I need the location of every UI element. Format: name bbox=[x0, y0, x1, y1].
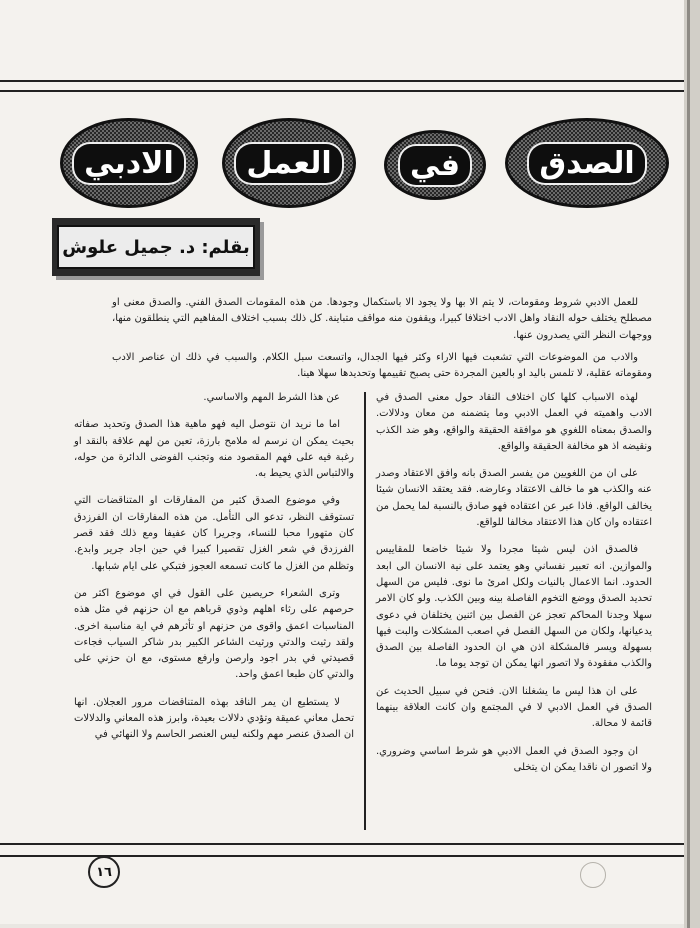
paragraph: عن هذا الشرط المهم والاساسي. bbox=[203, 392, 340, 403]
column-divider bbox=[364, 392, 366, 830]
paragraph: وفي موضوع الصدق كثير من المفارقات او المتناقضات التي تستوقف النظر، تدعو الى التأمل. من هذه المفارقات ان الفرزدق كان متهورا محبا للنساء، وجريرا كان عفيفا ومع ذلك فقد قصر الفرزدق في شعر الغزل تقصيرا كبيرا في حين اجاد جرير وابدع. وتظلم من الغزل ما كانت تسمعه العجوز فتبكي على ايام شبابها. bbox=[74, 495, 354, 572]
paragraph: ان وجود الصدق في العمل الادبي هو شرط اساسي وضروري. ولا اتصور ان ناقدا يمكن ان يتخلى bbox=[376, 745, 652, 773]
paragraph: لهذه الاسباب كلها كان اختلاف النقاد حول معنى الصدق في الادب واهميته في العمل الادبي وما يتضمنه من معان ودلالات. والصدق بمعناه اللغوي هو موافقة الحقيقة والواقع، وهو ضد الكذب ونقيضه اذ هو مخالفة الحقيقة والواقع. bbox=[376, 392, 652, 452]
title-word: الادبي bbox=[74, 144, 184, 183]
title-word: الصدق bbox=[529, 144, 644, 183]
author-byline-box bbox=[52, 218, 260, 276]
title-word-oval bbox=[222, 118, 356, 208]
show-through-mark-icon bbox=[580, 862, 606, 888]
top-rule bbox=[0, 80, 684, 82]
paragraph: اما ما نريد ان نتوصل اليه فهو ماهية هذا الصدق وتحديد صفاته بحيث يمكن ان نرسم له ملامح بارزة، تعين من لهم علاقة بالنقد او رغبة فيه على فهم المقصود منه وتجنب الفوضى الدائرة من حوله، والالتباس الذي يحيط به. bbox=[74, 419, 354, 480]
paragraph: على ان من اللغويين من يفسر الصدق بانه وافق الاعتقاد وصدر عنه والكذب هو ما خالف الاعتقاد وعارضه. فقد يعتقد الانسان شيئا يخالف الواقع. فاذا عبر عن اعتقاده فهو صادق بالنسبة لما يحمل من اعتقاده وان كان هذا الاعتقاد مخالفا للواقع. bbox=[376, 468, 652, 529]
left-column bbox=[74, 390, 354, 755]
paragraph: لا يستطيع ان يمر الناقد بهذه المتناقضات مرور العجلان. انها تحمل معاني عميقة وتؤدي دلالات بعيدة، وابرز هذه المعاني والدلالات ان الصدق عنصر مهم ولكنه ليس العنصر الحاسم ولا النهائي في bbox=[74, 696, 354, 741]
title-word-oval bbox=[60, 118, 198, 208]
title-word-oval bbox=[384, 130, 486, 200]
title-word: في bbox=[400, 146, 470, 185]
title-word: العمل bbox=[236, 144, 341, 183]
intro-paragraph: والادب من الموضوعات التي تشعبت فيها الاراء وكثر فيها الجدال، واتسعت سبل الكلام. والسبب في ذلك ان عناصر الادب ومقوماته عقلية، لا تلمس باليد او بالعين المجردة حتى يصبح تقييمها وتحديدها سهلا هينا. bbox=[112, 351, 652, 380]
paragraph: وترى الشعراء حريصين على القول في اي موضوع اكثر من حرصهم على رثاء اهلهم وذوي قرباهم مع ان حزنهم في مثل هذه المناسبات اعمق واقوى من حزنهم او تأثرهم في اية مناسبة اخرى. ولقد رثيت والدتي ورثيت الشاعر الكبير بدر شاكر السياب فجاءت قصيدتي في بدر اجود وارصن وارفع مستوى، مع ان حزني على والدتي كان طبعا اعمق واحد. bbox=[74, 587, 354, 681]
page-binding-edge bbox=[684, 0, 700, 928]
paragraph: على ان هذا ليس ما يشغلنا الان. فنحن في سبيل الحديث عن الصدق في العمل الادبي لا في المجتمع وان كانت العلاقة بينهما قائمة لا محالة. bbox=[376, 685, 652, 730]
paragraph: فالصدق اذن ليس شيئا مجردا ولا شيئا خاضعا للمقاييس والموازين. انه تعبير نفساني وهو يعتمد على نية الانسان الى ابعد الحدود. انما الاعمال بالنيات ولكل امرئ ما نوى. فليس من السهل تحديد الصدق ووضع التخوم الفاصلة بينه وبين الكذب. ولو كان الامر سهلا وجدنا المحاكم تعجز عن الفصل بين اثنين يختلفان في دعوى يدعيانها، ولكان من السهل الفصل في اصعب المشكلات والبت فيها بسهولة ويسر فالمشكلة اذن هي ان الحدود الفاصلة بين الصدق والكذب مفقودة ولا اتصور انها يمكن ان توجد يوما ما. bbox=[376, 544, 652, 670]
top-rule-inner bbox=[0, 90, 684, 92]
page-number-badge bbox=[88, 856, 120, 888]
intro-text bbox=[112, 295, 652, 388]
right-column bbox=[376, 390, 652, 787]
page-number: ١٦ bbox=[96, 864, 112, 880]
intro-paragraph: للعمل الادبي شروط ومقومات، لا يتم الا بها ولا يجود الا باستكمال وجودها. من هذه المقومات الصدق الفني. والصدق معنى او مصطلح يختلف حوله النقاد واهل الادب اختلافا كبيرا، ويقفون منه مواقف متباينة. كل ذلك بسبب اختلاف المفاهيم التي ينطلقون منها، ووجهات النظر التي يصدرون عنها. bbox=[112, 297, 652, 341]
bottom-rule bbox=[0, 843, 684, 845]
title-word-oval bbox=[505, 118, 669, 208]
author-byline: بقلم: د. جميل علوش bbox=[57, 225, 255, 269]
